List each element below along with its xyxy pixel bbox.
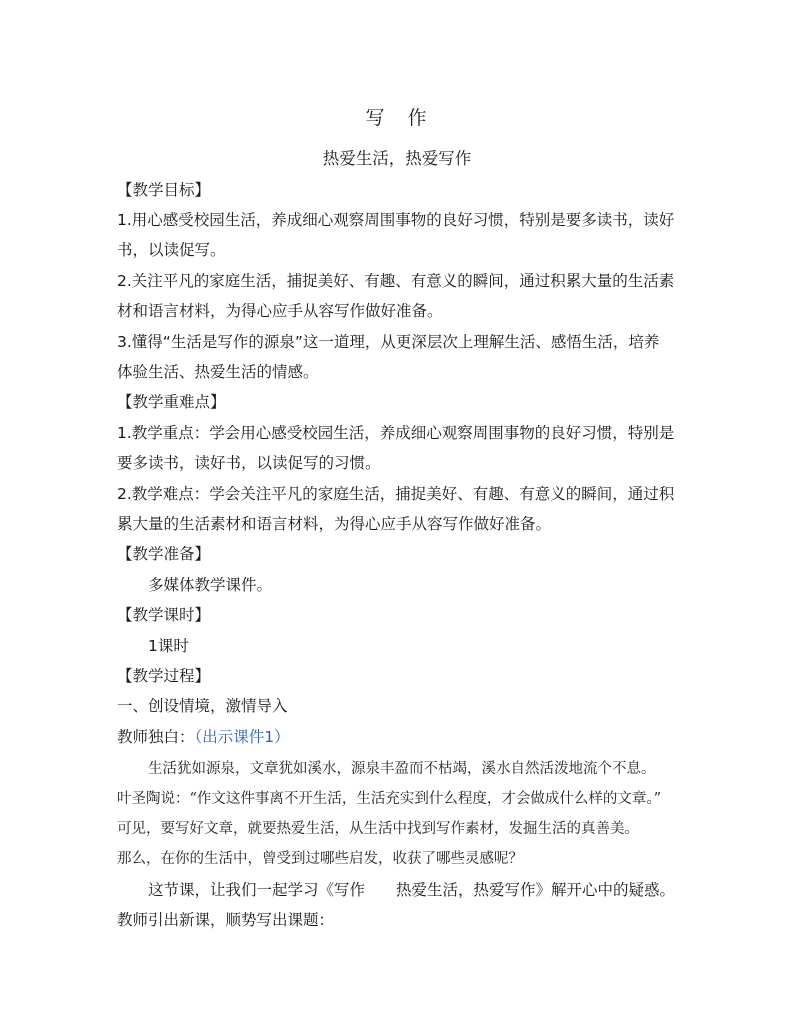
teacher-label: 教师独白： [117,728,195,746]
goal-1-line-2: 书，以读促写。 [117,241,226,259]
key-2-line-1: 2.教学难点：学会关注平凡的家庭生活，捕捉美好、有趣、有意义的瞬间，通过积 [117,485,675,503]
goal-3-line-2: 体验生活、热爱生活的情感。 [117,363,319,381]
quote-line-1: 生活犹如源泉，文章犹如溪水，源泉丰盈而不枯竭，溪水自然活泼地流个不息。 [148,761,656,777]
hours-text: 1课时 [148,637,189,655]
key-1-line-2: 要多读书，读好书，以读促写的习惯。 [117,454,381,472]
goals-heading: 【教学目标】 [117,181,211,199]
hours-heading: 【教学课时】 [117,606,211,624]
closing-line-2: 教师引出新课，顺势写出课题： [117,911,335,929]
quote-line-4: 那么，在你的生活中，曾受到过哪些启发，收获了哪些灵感呢？ [117,851,523,867]
goal-1-line-1: 1.用心感受校园生活，养成细心观察周围事物的良好习惯，特别是要多读书，读好 [117,211,675,229]
quote-line-3: 可见，要写好文章，就要热爱生活，从生活中找到写作素材，发掘生活的真善美。 [117,821,639,837]
prep-heading: 【教学准备】 [117,545,211,563]
quote-line-2: 叶圣陶说：“作文这件事离不开生活，生活充实到什么程度，才会做成什么样的文章。” [117,791,662,807]
prep-text: 多媒体教学课件。 [148,576,273,594]
key-2-line-2: 累大量的生活素材和语言材料，为得心应手从容写作做好准备。 [117,515,552,533]
closing-line-1: 这节课，让我们一起学习《写作 热爱生活，热爱写作》解开心中的疑惑。 [148,881,676,899]
process-heading: 【教学过程】 [117,667,211,685]
teacher-monologue [117,727,687,747]
page-subtitle: 热爱生活，热爱写作 [322,149,472,168]
step-1: 一、创设情境，激情导入 [117,697,288,715]
goal-3-line-1: 3.懂得“生活是写作的源泉”这一道理，从更深层次上理解生活、感悟生活，培养 [117,333,660,351]
goal-2-line-2: 材和语言材料，为得心应手从容写作做好准备。 [117,302,443,320]
keypoints-heading: 【教学重难点】 [117,393,226,411]
teacher-note: （出示课件1） [194,728,290,746]
goal-2-line-1: 2.关注平凡的家庭生活，捕捉美好、有趣、有意义的瞬间，通过积累大量的生活素 [117,272,675,290]
page-title: 写 作 [365,107,429,129]
key-1-line-1: 1.教学重点：学会用心感受校园生活，养成细心观察周围事物的良好习惯，特别是 [117,424,675,442]
